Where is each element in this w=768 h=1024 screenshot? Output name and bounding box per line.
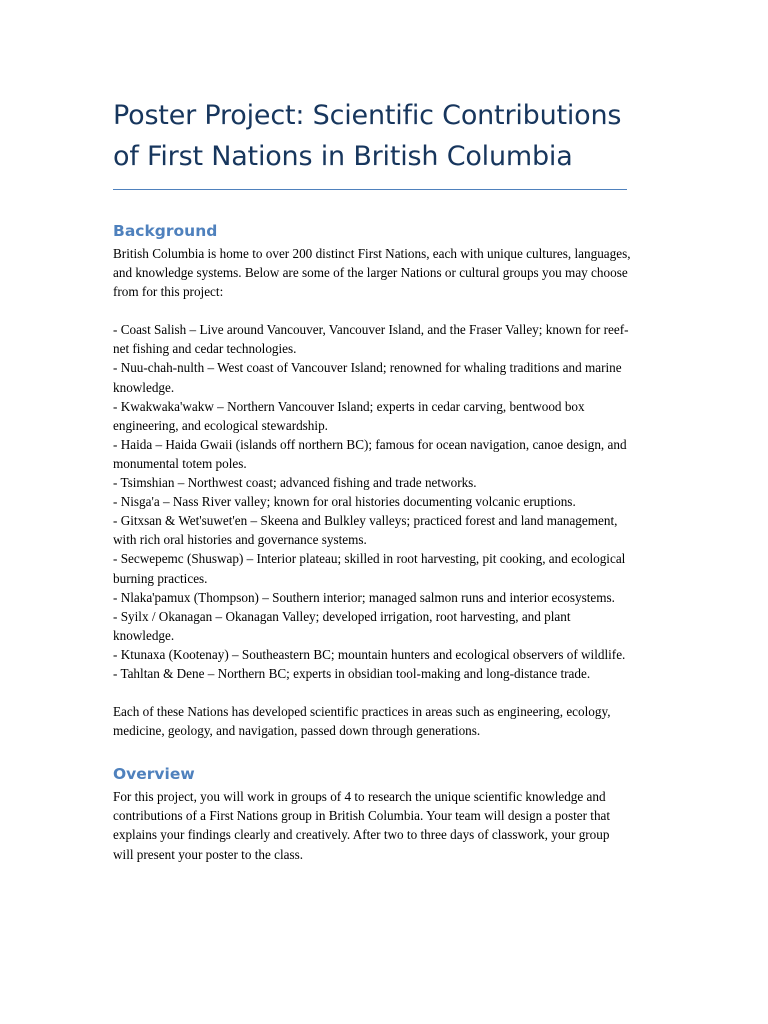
background-intro: British Columbia is home to over 200 distinct First Nations, each with unique cultures, languages, and knowledge systems. Below are some of the larger Nations or cultural groups you may choose from for this project: <box>113 246 631 300</box>
list-item: - Kwakwaka'wakw – Northern Vancouver Island; experts in cedar carving, bentwood box engineering, and ecological stewardship. <box>113 398 585 433</box>
list-item: - Nlaka'pamux (Thompson) – Southern interior; managed salmon runs and interior ecosystems. <box>113 589 615 605</box>
list-item: - Coast Salish – Live around Vancouver, Vancouver Island, and the Fraser Valley; known for reef-net fishing and cedar technologies. <box>113 322 629 357</box>
list-item: - Haida – Haida Gwaii (islands off northern BC); famous for ocean navigation, canoe design, and monumental totem poles. <box>113 436 627 471</box>
document-page <box>113 95 633 864</box>
list-item: - Nisga'a – Nass River valley; known for oral histories documenting volcanic eruptions. <box>113 494 576 510</box>
page-title: Poster Project: Scientific Contributions of First Nations in British Columbia <box>113 100 622 172</box>
list-item: - Tahltan & Dene – Northern BC; experts in obsidian tool-making and long-distance trade. <box>113 665 591 681</box>
list-item: - Gitxsan & Wet'suwet'en – Skeena and Bulkley valleys; practiced forest and land management, with rich oral histories and governance systems. <box>113 513 618 548</box>
list-item: - Syilx / Okanagan – Okanagan Valley; developed irrigation, root harvesting, and plant knowledge. <box>113 608 571 643</box>
list-item: - Tsimshian – Northwest coast; advanced fishing and trade networks. <box>113 475 477 491</box>
background-closing: Each of these Nations has developed scientific practices in areas such as engineering, ecology, medicine, geology, and navigation, passed down through generations. <box>113 704 611 739</box>
overview-text: For this project, you will work in groups of 4 to research the unique scientific knowledge and contributions of a First Nations group in British Columbia. Your team will design a poster that explains your findings clearly and creatively. After two to three days of classwork, your group will present your poster to the class. <box>113 789 611 862</box>
list-item: - Ktunaxa (Kootenay) – Southeastern BC; mountain hunters and ecological observers of wildlife. <box>113 646 626 662</box>
nations-list <box>113 320 633 683</box>
list-item: - Secwepemc (Shuswap) – Interior plateau; skilled in root harvesting, pit cooking, and ecological burning practices. <box>113 551 626 586</box>
overview-heading: Overview <box>113 765 195 784</box>
list-item: - Nuu-chah-nulth – West coast of Vancouver Island; renowned for whaling traditions and marine knowledge. <box>113 360 622 395</box>
title-underline <box>113 189 627 190</box>
background-heading: Background <box>113 222 218 240</box>
